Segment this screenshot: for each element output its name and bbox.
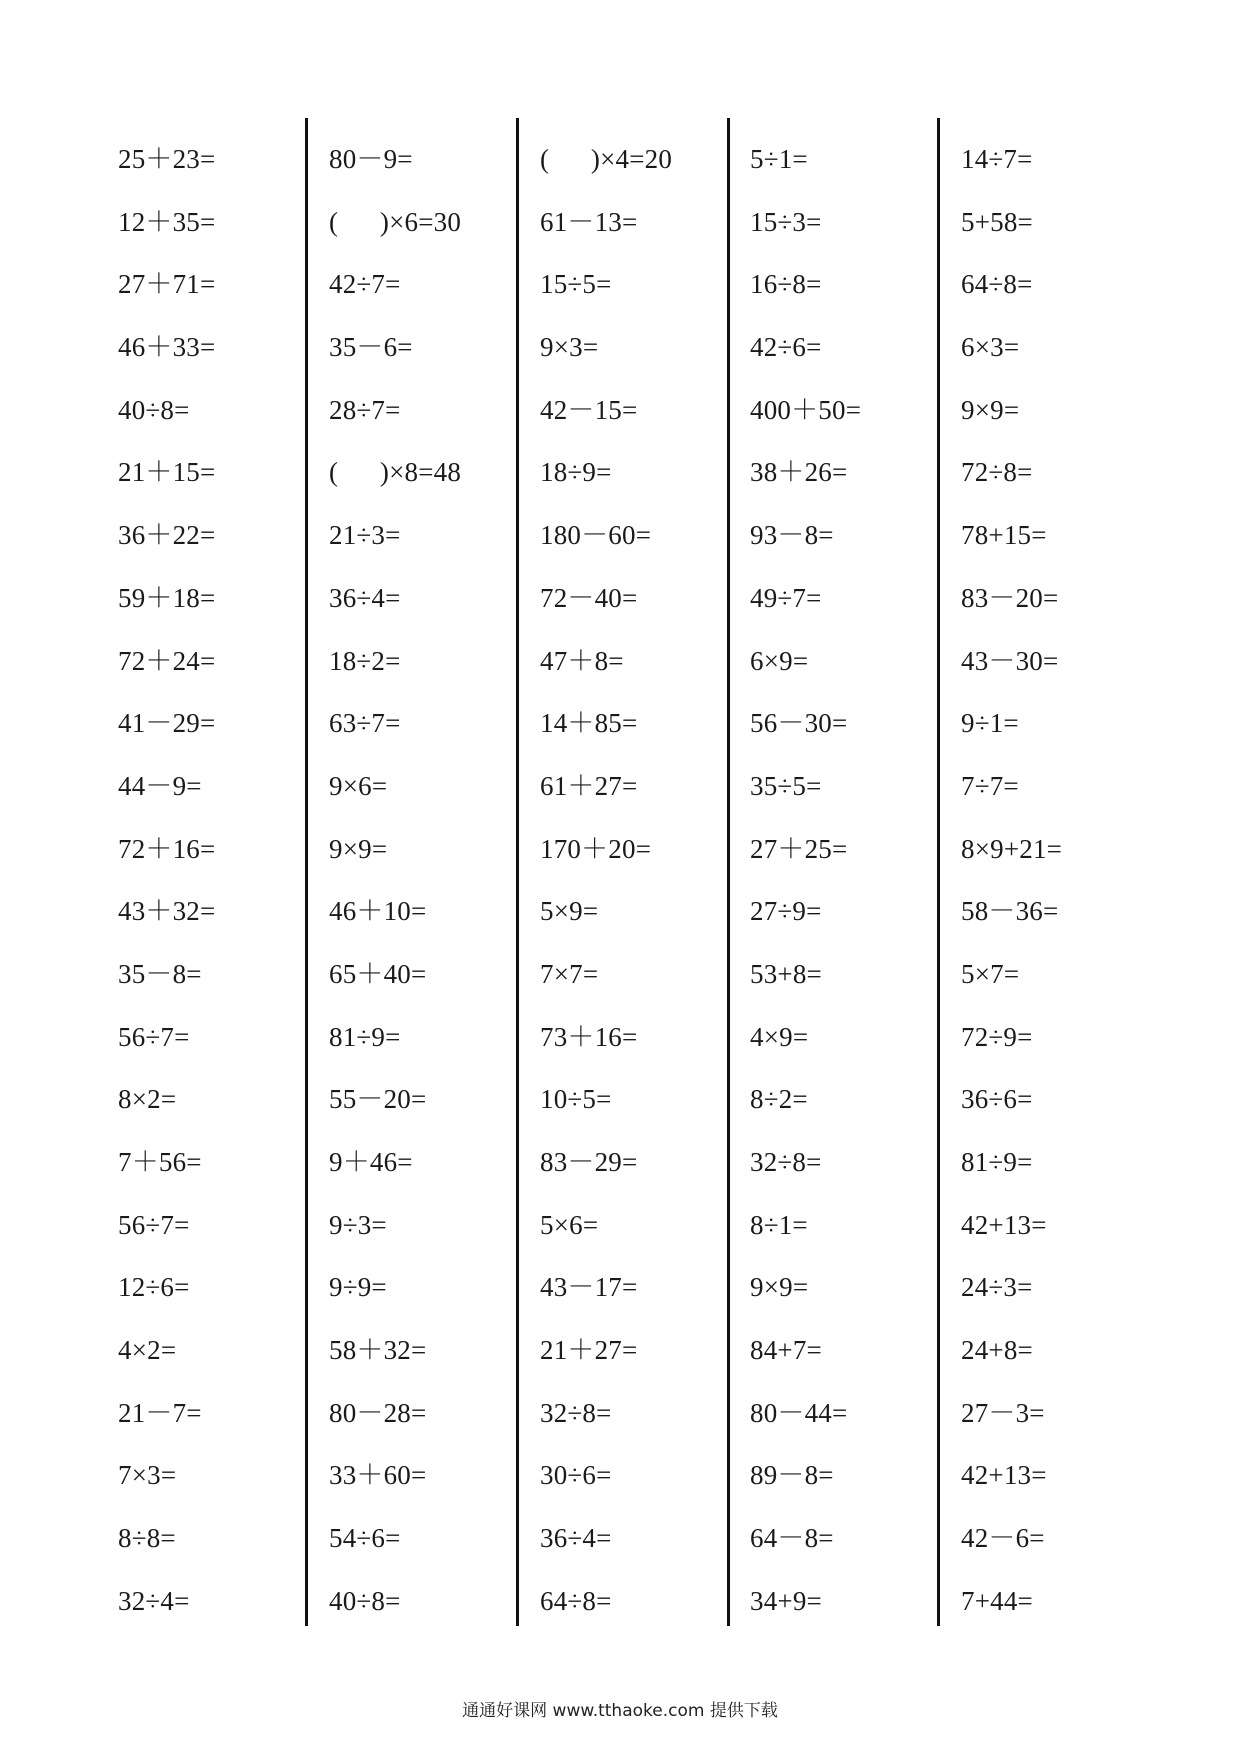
- math-problem: 33＋60=: [329, 1460, 427, 1491]
- math-problem: 72÷9=: [961, 1021, 1033, 1052]
- math-problem: 72＋24=: [118, 645, 216, 676]
- math-problem: 6×9=: [750, 645, 809, 676]
- math-problem: 7×3=: [118, 1460, 177, 1491]
- math-problem: 24÷3=: [961, 1272, 1033, 1303]
- math-problem: 18÷9=: [540, 457, 612, 488]
- math-problem: 84+7=: [750, 1335, 822, 1366]
- math-problem: 38＋26=: [750, 457, 848, 488]
- math-problem: 4×2=: [118, 1335, 177, 1366]
- math-problem: 55－20=: [329, 1084, 427, 1115]
- math-problem: 63÷7=: [329, 708, 401, 739]
- math-problem: 21÷3=: [329, 520, 401, 551]
- math-problem: 56÷7=: [118, 1209, 190, 1240]
- math-problem: 35÷5=: [750, 770, 822, 801]
- math-problem: 21－7=: [118, 1397, 202, 1428]
- math-problem: 9×9=: [961, 394, 1020, 425]
- math-problem: 46＋10=: [329, 896, 427, 927]
- math-problem: ( )×4=20: [540, 144, 673, 174]
- math-problem: 36÷4=: [329, 582, 401, 613]
- math-problem: 42+13=: [961, 1209, 1047, 1240]
- math-problem: 72－40=: [540, 582, 638, 613]
- math-problem: 32÷8=: [750, 1147, 822, 1177]
- problem-column-5: [961, 128, 1161, 1633]
- math-problem: 30÷6=: [540, 1460, 612, 1491]
- math-problem: 12÷6=: [118, 1272, 190, 1303]
- math-problem: ( )×6=30: [329, 206, 462, 237]
- math-problem: 61＋27=: [540, 770, 638, 801]
- math-problem: 42－6=: [961, 1523, 1045, 1554]
- math-problem: 81÷9=: [329, 1021, 401, 1052]
- column-divider: [516, 118, 519, 1626]
- math-problem: 80－28=: [329, 1397, 427, 1428]
- math-problem: 27＋25=: [750, 833, 848, 864]
- math-problem: 42÷6=: [750, 332, 822, 363]
- math-problem: 58＋32=: [329, 1335, 427, 1366]
- math-problem: 9×6=: [329, 770, 388, 801]
- math-problem: 14＋85=: [540, 708, 638, 739]
- math-problem: 9＋46=: [329, 1147, 413, 1177]
- math-problem: 83－29=: [540, 1147, 638, 1177]
- math-problem: 42÷7=: [329, 269, 401, 300]
- math-problem: 7＋56=: [118, 1147, 202, 1177]
- math-problem: 42－15=: [540, 394, 638, 425]
- math-problem: 43＋32=: [118, 896, 216, 927]
- problem-column-3: [540, 128, 740, 1633]
- math-problem: 42+13=: [961, 1460, 1047, 1491]
- math-problem: 400＋50=: [750, 394, 862, 425]
- math-problem: 6×3=: [961, 332, 1020, 363]
- math-problem: 49÷7=: [750, 582, 822, 613]
- math-problem: 93－8=: [750, 520, 834, 551]
- math-problem: 78+15=: [961, 520, 1047, 551]
- math-problem: 9×3=: [540, 332, 599, 363]
- math-problem: 18÷2=: [329, 645, 401, 676]
- math-problem: 65＋40=: [329, 958, 427, 989]
- math-problem: 180－60=: [540, 520, 652, 551]
- math-problem: 8÷2=: [750, 1084, 808, 1115]
- math-problem: 56÷7=: [118, 1021, 190, 1052]
- math-problem: 9×9=: [329, 833, 388, 864]
- math-problem: 59＋18=: [118, 582, 216, 613]
- math-problem: 21＋15=: [118, 457, 216, 488]
- math-problem: 8×2=: [118, 1084, 177, 1115]
- math-problem: 14÷7=: [961, 144, 1033, 174]
- math-problem: 44－9=: [118, 770, 202, 801]
- math-problem: 32÷4=: [118, 1585, 190, 1616]
- math-problem: 41－29=: [118, 708, 216, 739]
- math-problem: 7×7=: [540, 958, 599, 989]
- math-problem: 64÷8=: [961, 269, 1033, 300]
- math-problem: 72÷8=: [961, 457, 1033, 488]
- math-problem: 5÷1=: [750, 144, 808, 174]
- math-problem: 40÷8=: [329, 1585, 401, 1616]
- math-problem: 15÷3=: [750, 206, 822, 237]
- math-problem: 36÷6=: [961, 1084, 1033, 1115]
- math-problem: 7÷7=: [961, 770, 1019, 801]
- math-problem: 35－6=: [329, 332, 413, 363]
- math-problem: 36÷4=: [540, 1523, 612, 1554]
- math-problem: 80－9=: [329, 144, 413, 174]
- math-problem: 27－3=: [961, 1397, 1045, 1428]
- math-problem: 28÷7=: [329, 394, 401, 425]
- math-problem: 64÷8=: [540, 1585, 612, 1616]
- math-problem: 56－30=: [750, 708, 848, 739]
- math-problem: 32÷8=: [540, 1397, 612, 1428]
- math-problem: 34+9=: [750, 1585, 822, 1616]
- math-problem: 43－17=: [540, 1272, 638, 1303]
- problem-column-4: [750, 128, 950, 1633]
- math-problem: 81÷9=: [961, 1147, 1033, 1177]
- math-problem: 7+44=: [961, 1585, 1033, 1616]
- math-problem: 9÷1=: [961, 708, 1019, 739]
- math-problem: 4×9=: [750, 1021, 809, 1052]
- math-problem: 25＋23=: [118, 144, 216, 174]
- math-problem: 43－30=: [961, 645, 1059, 676]
- math-problem: 24+8=: [961, 1335, 1033, 1366]
- math-problem: 36＋22=: [118, 520, 216, 551]
- math-problem: 9×9=: [750, 1272, 809, 1303]
- math-problem: 5+58=: [961, 206, 1033, 237]
- math-problem: 10÷5=: [540, 1084, 612, 1115]
- math-problem: 5×7=: [961, 958, 1020, 989]
- math-problem: 54÷6=: [329, 1523, 401, 1554]
- math-problem: 5×6=: [540, 1209, 599, 1240]
- math-problem: ( )×8=48: [329, 457, 462, 488]
- math-problem: 46＋33=: [118, 332, 216, 363]
- math-problem: 170＋20=: [540, 833, 652, 864]
- math-problem: 21＋27=: [540, 1335, 638, 1366]
- math-problem: 16÷8=: [750, 269, 822, 300]
- math-problem: 47＋8=: [540, 645, 624, 676]
- math-problem: 27÷9=: [750, 896, 822, 927]
- column-divider: [305, 118, 308, 1626]
- column-divider: [727, 118, 730, 1626]
- math-problem: 8×9+21=: [961, 833, 1063, 864]
- math-problem: 40÷8=: [118, 394, 190, 425]
- column-divider: [937, 118, 940, 1626]
- footer-credit: 通通好课网 www.tthaoke.com 提供下载: [462, 1701, 778, 1721]
- math-problem: 80－44=: [750, 1397, 848, 1428]
- math-problem: 83－20=: [961, 582, 1059, 613]
- math-problem: 5×9=: [540, 896, 599, 927]
- math-problem: 89－8=: [750, 1460, 834, 1491]
- math-problem: 35－8=: [118, 958, 202, 989]
- math-problem: 53+8=: [750, 958, 822, 989]
- math-problem: 64－8=: [750, 1523, 834, 1554]
- math-problem: 58－36=: [961, 896, 1059, 927]
- math-problem: 8÷8=: [118, 1523, 176, 1554]
- math-problem: 73＋16=: [540, 1021, 638, 1052]
- math-problem: 9÷3=: [329, 1209, 387, 1240]
- math-problem: 12＋35=: [118, 206, 216, 237]
- math-problem: 61－13=: [540, 206, 638, 237]
- math-problem: 8÷1=: [750, 1209, 808, 1240]
- math-problem: 72＋16=: [118, 833, 216, 864]
- problem-column-1: [118, 128, 318, 1633]
- problem-column-2: [329, 128, 529, 1633]
- math-problem: 9÷9=: [329, 1272, 387, 1303]
- math-problem: 27＋71=: [118, 269, 216, 300]
- math-problem: 15÷5=: [540, 269, 612, 300]
